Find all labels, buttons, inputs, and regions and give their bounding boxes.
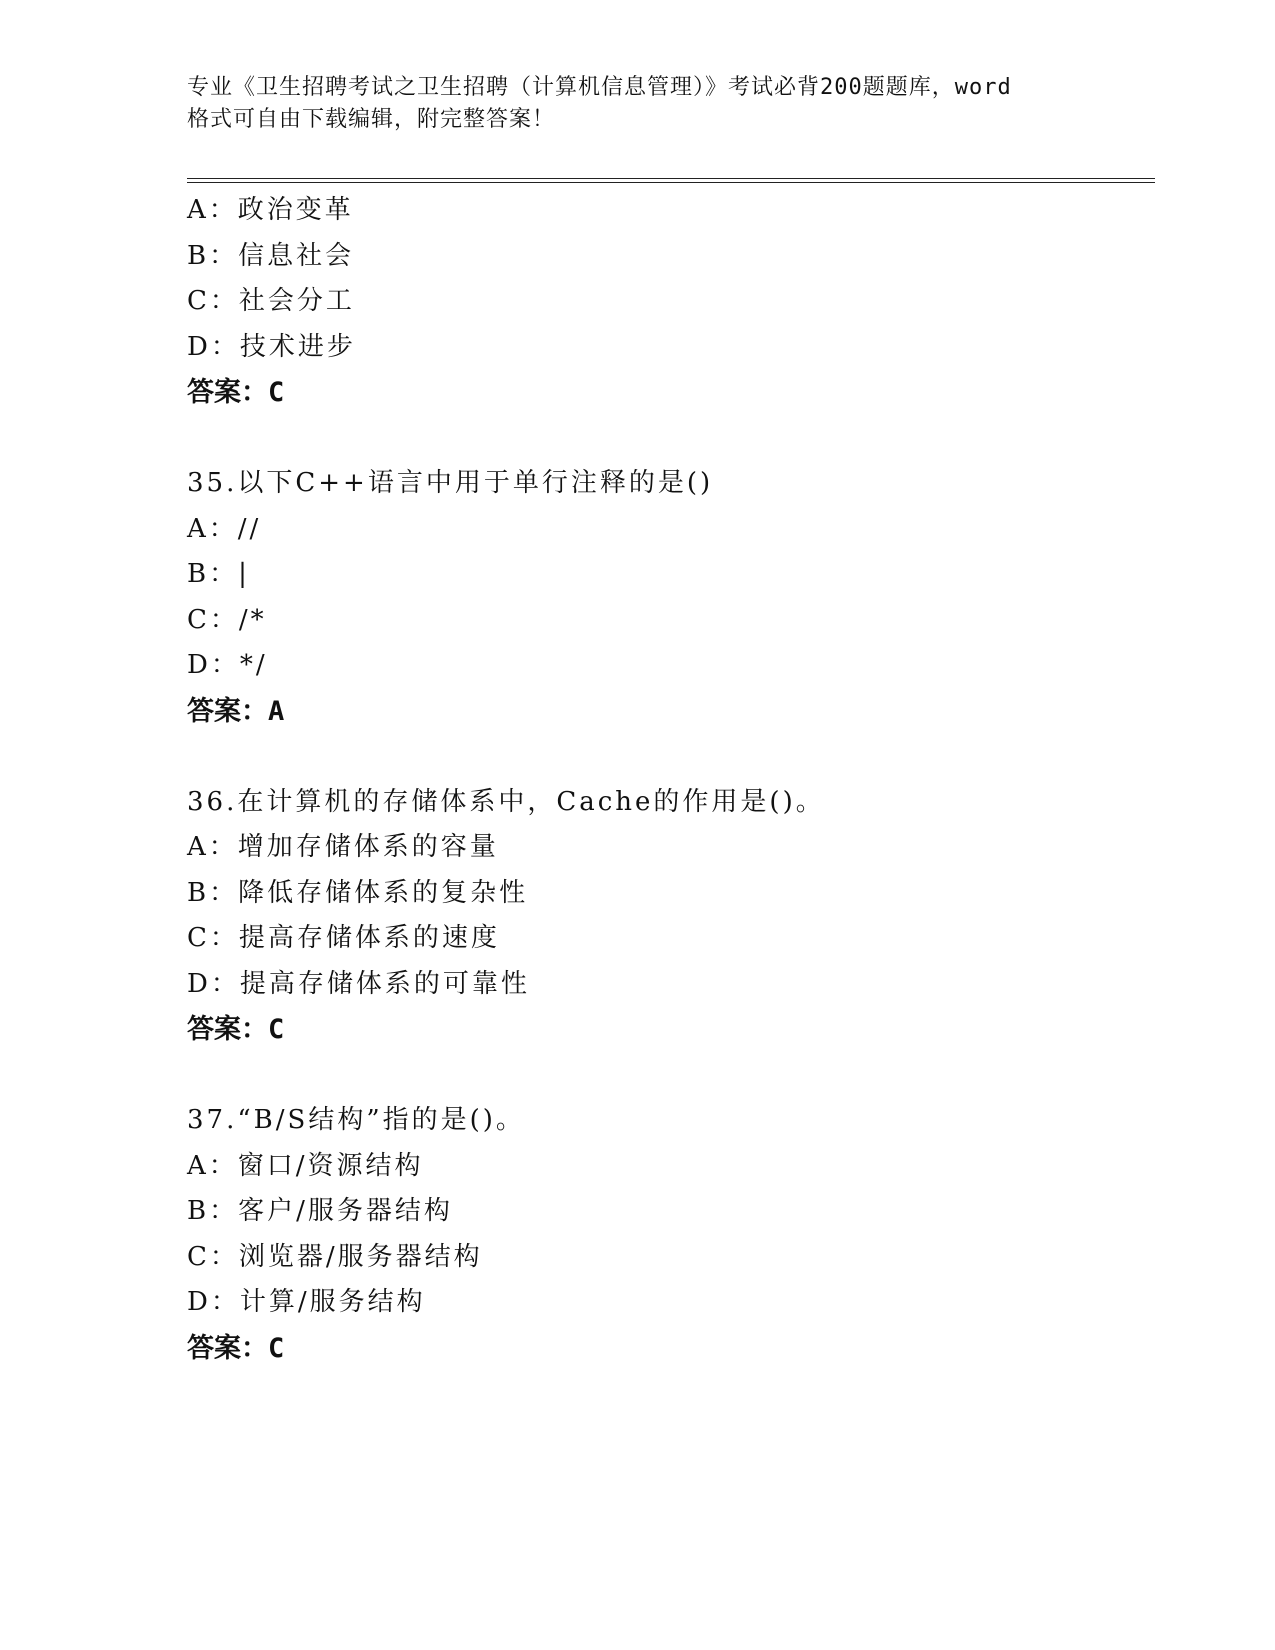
option-a: A：// [187, 513, 262, 544]
header-divider [187, 178, 1155, 183]
question-text: 36.在计算机的存储体系中，Cache的作用是()。 [187, 786, 825, 817]
header-line-1: 专业《卫生招聘考试之卫生招聘（计算机信息管理）》考试必背200题题库，word [187, 75, 1012, 100]
option-d: D：计算/服务结构 [187, 1287, 426, 1317]
option-c: C：/* [187, 604, 267, 635]
document-header [187, 72, 1087, 136]
option-b: B：| [187, 559, 250, 589]
header-line-2: 格式可自由下载编辑，附完整答案！ [187, 107, 556, 132]
option-d: D：*/ [187, 650, 268, 680]
option-c: C：浏览器/服务器结构 [187, 1241, 483, 1272]
option-d: D：提高存储体系的可靠性 [187, 968, 530, 999]
answer-line: 答案：C [187, 377, 285, 408]
block-spacer [187, 734, 1147, 780]
question-block-35 [187, 461, 1147, 734]
question-text: 37.“B/S结构”指的是()。 [187, 1105, 525, 1135]
option-c: C：社会分工 [187, 286, 355, 316]
question-text: 35.以下C++语言中用于单行注释的是() [187, 468, 714, 498]
question-list [187, 188, 1147, 1371]
question-block-37 [187, 1098, 1147, 1371]
answer-line: 答案：C [187, 1014, 285, 1045]
option-b: B：信息社会 [187, 240, 355, 271]
question-block-36 [187, 780, 1147, 1053]
question-block-34 [187, 188, 1147, 416]
answer-line: 答案：A [187, 695, 285, 727]
option-b: B：客户/服务器结构 [187, 1196, 453, 1226]
option-b: B：降低存储体系的复杂性 [187, 877, 529, 908]
option-a: A：增加存储体系的容量 [187, 832, 499, 862]
block-spacer [187, 1053, 1147, 1099]
answer-line: 答案：C [187, 1332, 285, 1364]
option-c: C：提高存储体系的速度 [187, 923, 500, 953]
option-a: A：政治变革 [187, 195, 354, 225]
block-spacer [187, 416, 1147, 462]
option-d: D：技术进步 [187, 331, 356, 362]
option-a: A：窗口/资源结构 [187, 1150, 424, 1181]
